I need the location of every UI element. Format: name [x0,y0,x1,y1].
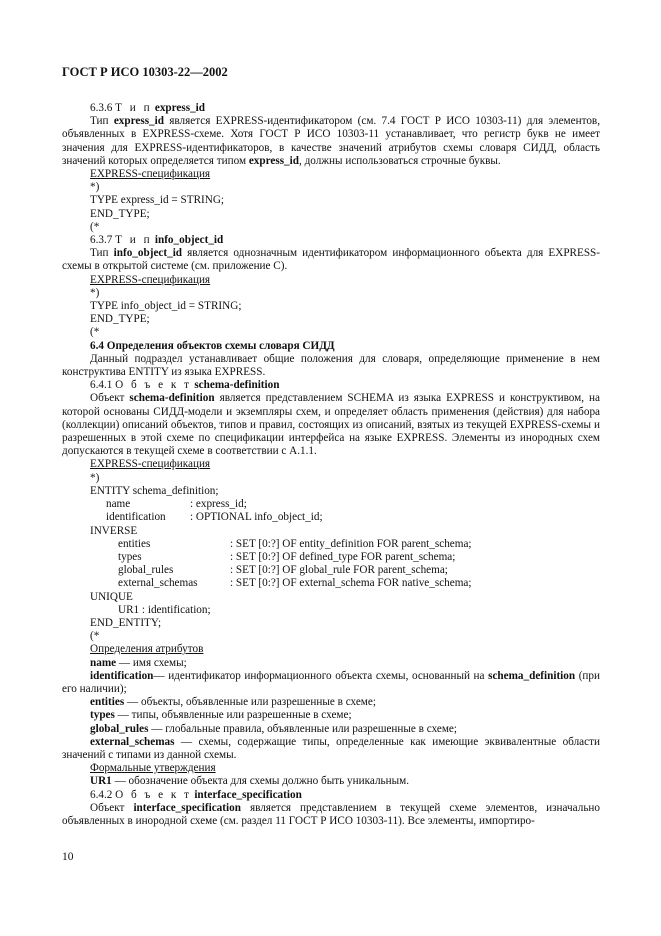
section-title: 6.4 Определения объектов схемы словаря СИДД [90,339,335,352]
term: identification [90,669,154,682]
code-line: END_TYPE; [90,207,150,220]
formal-label: Формальные утверждения [90,762,216,775]
document-header: ГОСТ Р ИСО 10303-22—2002 [62,65,228,79]
paragraph [62,802,600,828]
code-line: INVERSE [90,524,138,537]
code-line: END_TYPE; [90,313,150,326]
term: schema_definition [488,669,576,682]
text: — типы, объявленные или разрешенные в схеме; [114,709,352,722]
text: Объект [90,392,130,405]
definition [62,670,600,696]
term: express_id [248,154,299,167]
definition [90,723,600,736]
spec-label: EXPRESS-спецификация [90,168,211,181]
text: , должны использоваться строчные буквы. [298,154,501,167]
code-line: ENTITY schema_definition; [90,484,219,497]
clause-kind: Т и п [115,234,153,247]
code-line: *) [90,181,100,194]
term: entities [90,696,125,709]
text: Объект [90,801,134,814]
attr-type: : SET [0:?] OF entity_definition FOR parent_schema; [230,537,472,550]
term: schema-definition [129,392,215,405]
code-line: TYPE info_object_id = STRING; [90,300,242,313]
text: является представлением в текущей схеме элементов, изначально объявленных в инородной схеме (см. раздел 11 ГОСТ Р ИСО 10303-11). Все элементы, импортиро- [62,801,601,827]
text: — идентификатор информационного объекта схемы, основанный на [153,669,489,682]
inverse-attributes [118,538,472,591]
text: — объекты, объявленные или разрешенные в схеме; [124,696,376,709]
clause-heading-schema-definition [62,379,600,392]
term: info_object_id [113,247,183,260]
text: является однозначным идентификатором информационного объекта для EXPRESS-схемы в открытой системе (см. приложение С). [62,247,601,273]
code-line: END_ENTITY; [90,616,162,629]
text: — глобальные правила, объявленные или разрешенные в схеме; [148,722,458,735]
inverse-row [118,551,472,564]
term: global_rules [90,722,149,735]
paragraph [62,247,600,273]
text: является EXPRESS-идентификатором (см. 7.4 ГОСТ Р ИСО 10303-11) для элементов, объявленных в EXPRESS-схеме. Хотя ГОСТ Р ИСО 10303-11 устанавливает, что регистр букв не имеет значения для EXPRESS-идентификаторов, в качестве значений атрибутов схемы словаря СИДД, область значений которых определяется типом [62,115,600,167]
inverse-row [118,577,472,590]
clause-kind: О б ъ е к т [115,379,192,392]
clause-kind: Т и п [115,102,153,114]
attr-name: identification [106,511,166,524]
term: types [90,709,115,722]
paragraph: Данный подраздел устанавливает общие положения для словаря, определяющие применение в нем конструктива ENTITY из языка EXPRESS. [62,352,600,379]
text: является представлением SCHEMA из языка EXPRESS и конструктивом, на которой основаны СИДД-модели и экземпляры схем, и определяет область применения (действия) для набора (коллекции) описаний объектов, типов и правил, состоящих из описаний, взятых из текущей EXPRESS-схемы и разрешенных в этой схеме по спецификации интерфейса на языке EXPRESS. Элементы из инородных схем допускаются в текущей схеме в соответствии с А.1.1. [62,392,601,458]
definition [90,709,600,722]
formal-rule [90,775,600,788]
spec-label: EXPRESS-спецификация [90,273,211,286]
clause-number: 6.4.1 [90,379,113,392]
clause-number: 6.3.6 [90,102,113,114]
attr-name: external_schemas [118,577,198,590]
attr-name: name [106,498,131,511]
attr-name: types [118,550,142,563]
code-line: (* [90,326,100,339]
paragraph [62,115,600,168]
attr-defs-label: Определения атрибутов [90,643,204,656]
clause-name: info_object_id [154,234,224,247]
definition [62,736,600,762]
code-line: UNIQUE [90,590,133,603]
entity-attributes [106,498,323,524]
paragraph [62,392,600,458]
term: interface_specification [133,801,241,814]
clause-number: 6.4.2 [90,788,113,801]
definition [90,657,600,670]
clause-heading-interface-specification [62,789,600,802]
attr-row [106,511,323,524]
definition [90,696,600,709]
attr-name: entities [118,537,151,550]
code-line: *) [90,471,100,484]
attr-type: : OPTIONAL info_object_id; [190,511,323,524]
clause-name: express_id [154,102,206,114]
clause-number: 6.3.7 [90,234,113,247]
text: — схемы, содержащие типы, определенные как имеющие эквивалентные области значений с типами из данной схемы. [62,735,600,761]
term: name [90,656,117,669]
attr-row [106,498,323,511]
clause-name: interface_specification [194,788,302,801]
term: UR1 [90,775,112,788]
code-line: UR1 : identification; [118,603,211,616]
attr-type: : SET [0:?] OF global_rule FOR parent_schema; [230,564,448,577]
code-line: TYPE express_id = STRING; [90,194,225,207]
attr-name: global_rules [118,564,174,577]
attr-type: : SET [0:?] OF external_schema FOR native_schema; [230,577,472,590]
clause-heading-express-id [62,102,600,115]
text: Тип [90,247,114,260]
clause-name: schema-definition [194,379,280,392]
inverse-row [118,564,472,577]
text: — имя схемы; [116,656,187,669]
term: express_id [113,115,164,128]
page-body [62,102,600,828]
code-line: (* [90,630,100,643]
clause-heading-info-object-id [62,234,600,247]
spec-label: EXPRESS-спецификация [90,458,211,471]
text: — обозначение объекта для схемы должно быть уникальным. [111,775,410,788]
attr-type: : express_id; [190,498,247,511]
code-line: (* [90,220,100,233]
term: external_schemas [90,735,175,748]
text: Тип [90,115,114,128]
attr-type: : SET [0:?] OF defined_type FOR parent_schema; [230,550,456,563]
text: (при его наличии); [62,669,600,695]
page-number: 10 [62,851,74,863]
clause-kind: О б ъ е к т [115,788,192,801]
inverse-row [118,538,472,551]
code-line: *) [90,286,100,299]
